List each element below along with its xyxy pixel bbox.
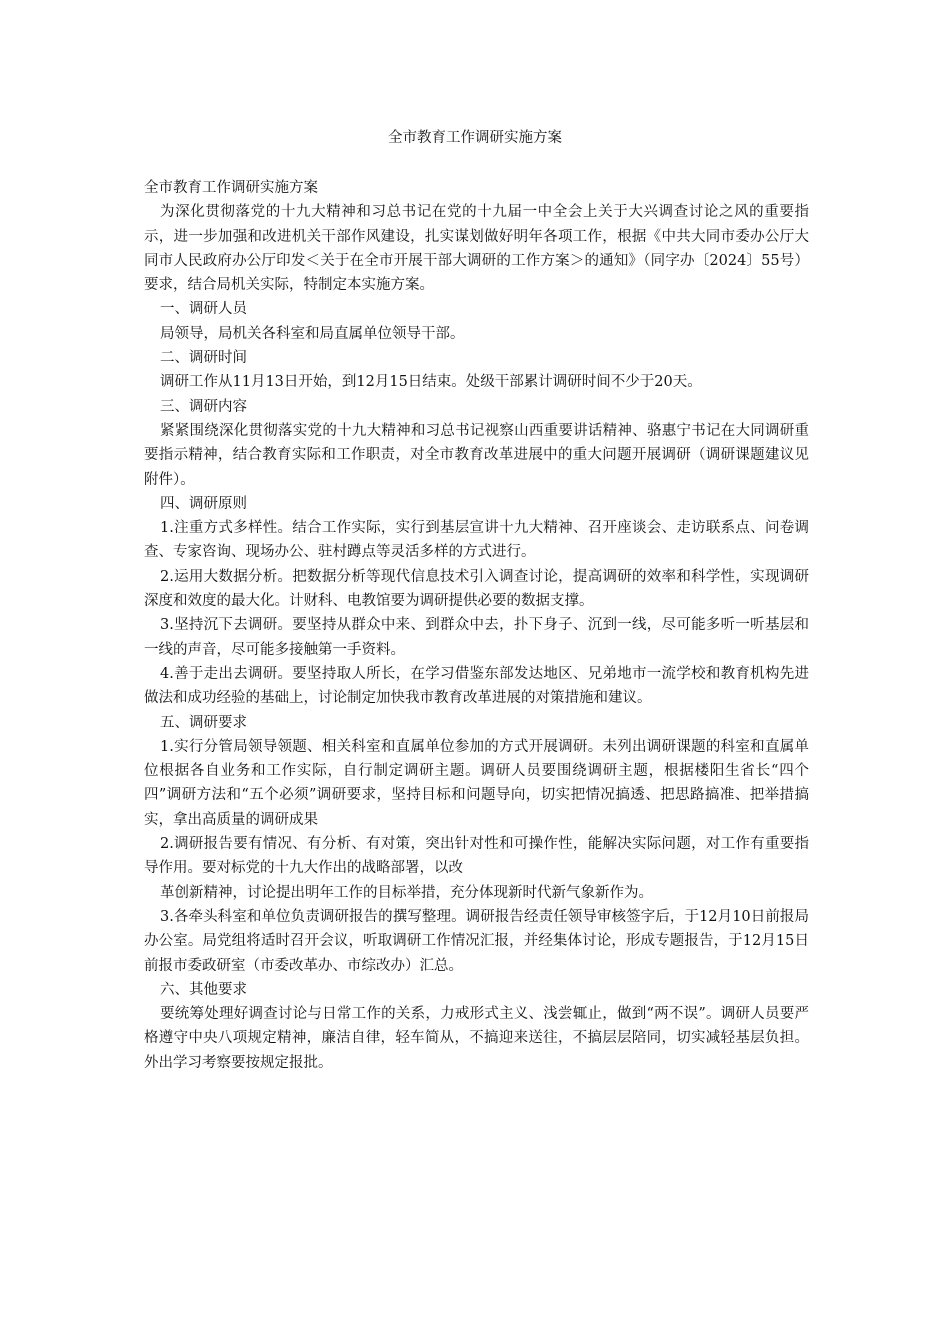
section-heading-personnel: 一、调研人员	[160, 301, 247, 318]
principle-item-1: 1.注重方式多样性。结合工作实际，实行到基层宣讲十九大精神、召开座谈会、走访联系点、问卷调查、专家咨询、现场办公、驻村蹲点等灵活多样的方式进行。	[144, 520, 809, 561]
personnel-paragraph: 局领导，局机关各科室和局直属单位领导干部。	[160, 325, 465, 342]
requirement-item-3: 3.各牵头科室和单位负责调研报告的撰写整理。调研报告经责任领导审核签字后，于12月10日前报局办公室。局党组将适时召开会议，听取调研工作情况汇报，并经集体讨论，形成专题报告，于12月15日前报市委政研室（市委改革办、市综改办）汇总。	[144, 908, 809, 974]
other-requirements-paragraph: 要统筹处理好调查讨论与日常工作的关系，力戒形式主义、浅尝辄止，做到“两不误”。调研人员要严格遵守中央八项规定精神，廉洁自律，轻车简从，不搞迎来送往，不搞层层陪同，切实减轻基层负担。外出学习考察要按规定报批。	[144, 1006, 809, 1071]
section-heading-content: 三、调研内容	[160, 398, 247, 415]
principle-item-4: 4.善于走出去调研。要坚持取人所长，在学习借鉴东部发达地区、兄弟地市一流学校和教育机构先进做法和成功经验的基础上，讨论制定加快我市教育改革进展的对策措施和建议。	[144, 665, 809, 707]
section-heading-principles: 四、调研原则	[160, 495, 247, 512]
content-paragraph: 紧紧围绕深化贯彻落实党的十九大精神和习总书记视察山西重要讲话精神、骆惠宁书记在大同调研重要指示精神，结合教育实际和工作职责，对全市教育改革进展中的重大问题开展调研（调研课题建议见附件）。	[144, 422, 809, 488]
principle-item-2: 2.运用大数据分析。把数据分析等现代信息技术引入调查讨论，提高调研的效率和科学性，实现调研深度和效度的最大化。计财科、电教馆要为调研提供必要的数据支撑。	[144, 568, 809, 610]
section-heading-time: 二、调研时间	[160, 350, 247, 367]
body-subtitle: 全市教育工作调研实施方案	[144, 180, 318, 196]
document-title: 全市教育工作调研实施方案	[388, 130, 562, 146]
time-paragraph: 调研工作从11月13日开始，到12月15日结束。处级干部累计调研时间不少于20天。	[160, 374, 702, 391]
requirement-item-2-continued: 革创新精神，讨论提出明年工作的目标举措，充分体现新时代新气象新作为。	[160, 884, 653, 901]
requirement-item-2: 2.调研报告要有情况、有分析、有对策，突出针对性和可操作性，能解决实际问题，对工作有重要指导作用。要对标党的十九大作出的战略部署，以改	[144, 836, 809, 877]
intro-paragraph: 为深化贯彻落党的十九大精神和习总书记在党的十九届一中全会上关于大兴调查讨论之风的重要指示，进一步加强和改进机关干部作风建设，扎实谋划做好明年各项工作，根据《中共大同市委办公厅大同市人民政府办公厅印发＜关于在全市开展干部大调研的工作方案＞的通知》（同字办〔2024〕55号）要求，结合局机关实际，特制定本实施方案。	[144, 204, 809, 294]
section-heading-other: 六、其他要求	[160, 981, 247, 998]
document-body	[144, 176, 809, 1075]
section-heading-requirements: 五、调研要求	[160, 714, 247, 731]
requirement-item-1: 1.实行分管局领导领题、相关科室和直属单位参加的方式开展调研。未列出调研课题的科室和直属单位根据各自业务和工作实际，自行制定调研主题。调研人员要围绕调研主题，根据楼阳生省长“四个四”调研方法和“五个必须”调研要求，坚持目标和问题导向，切实把情况搞透、把思路搞准、把举措搞实，拿出高质量的调研成果	[144, 738, 809, 828]
principle-item-3: 3.坚持沉下去调研。要坚持从群众中来、到群众中去，扑下身子、沉到一线，尽可能多听一听基层和一线的声音，尽可能多接触第一手资料。	[144, 617, 809, 658]
